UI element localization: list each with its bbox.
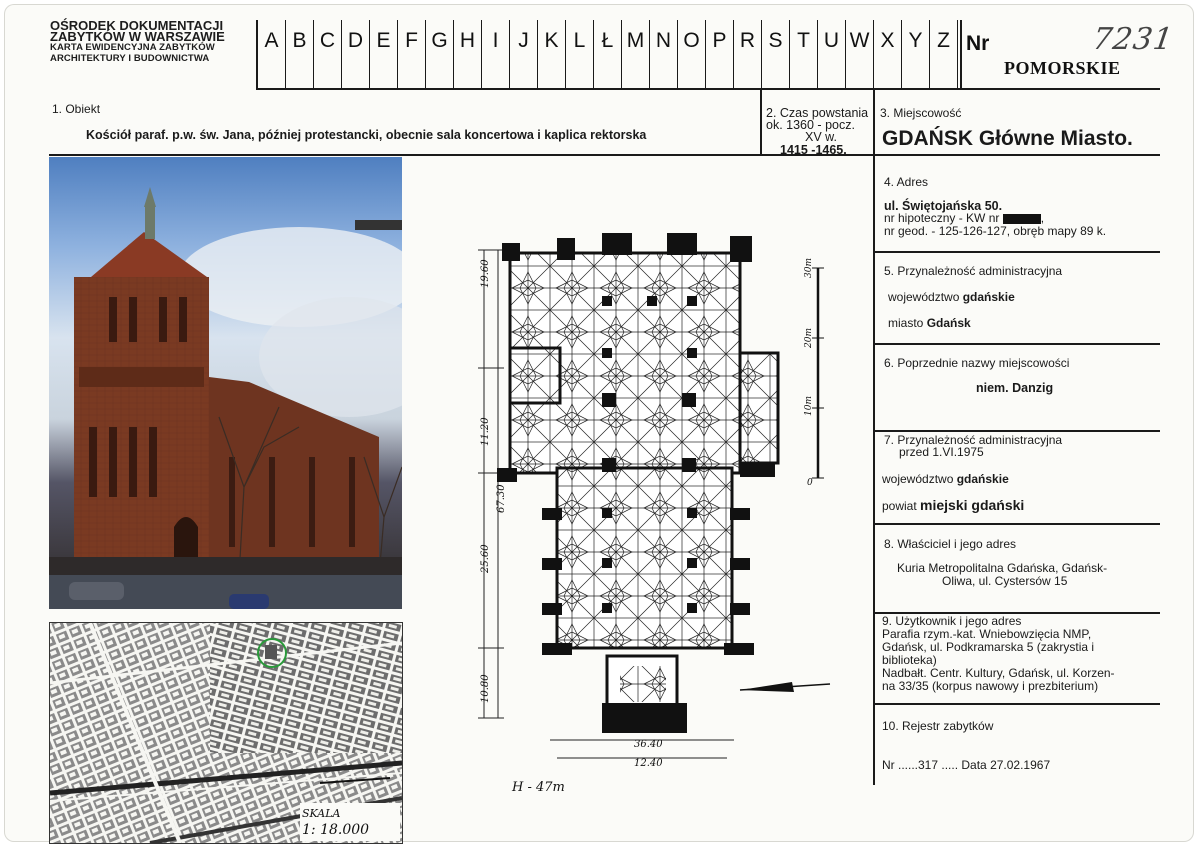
admin-prior-label: 7. Przynależność administracyjna [884,433,1063,447]
letter-cell: J [510,20,538,88]
user-label: 9. Użytkownik i jego adres [882,614,1022,628]
dim-total: 67.30 [496,484,507,513]
owner-line2: Oliwa, ul. Cystersów 15 [942,574,1068,588]
divider [874,430,1160,432]
object-value: Kościół paraf. p.w. św. Jana, później protestancki, obecnie sala koncertowa i kaplica rektorska [86,128,647,142]
scale-10: 10m [804,396,814,416]
date-line2: XV w. [805,130,837,144]
date-line1: ok. 1360 - pocz. [766,118,855,132]
dim-low: 25.60 [480,544,491,573]
admin-city: miasto Gdańsk [888,316,971,330]
church-photo [49,157,402,609]
letter-cell: K [538,20,566,88]
divider [49,154,1160,156]
letter-cell: I [482,20,510,88]
letter-cell: L [566,20,594,88]
letter-cell: P [706,20,734,88]
owner-line1: Kuria Metropolitalna Gdańska, Gdańsk- [897,561,1108,575]
map-scale-label: SKALA [302,807,341,820]
letter-cell: C [314,20,342,88]
category-letter-grid [256,20,958,88]
scale-30: 30m [804,258,814,278]
letter-cell: Y [902,20,930,88]
scale-20: 20m [804,328,814,348]
former-names-value: niem. Danzig [976,381,1054,395]
region-name: POMORSKIE [1004,58,1121,78]
divider [256,88,960,90]
owner-label: 8. Właściciel i jego adres [884,537,1017,551]
letter-cell: S [762,20,790,88]
admin-prior-date: przed 1.VI.1975 [899,445,984,459]
register-label: 10. Rejestr zabytków [882,719,994,733]
letter-cell: B [286,20,314,88]
letter-cell: E [370,20,398,88]
width-1: 36.40 [634,739,663,750]
divider [873,90,875,785]
admin-prior-district: powiat miejski gdański [882,497,1025,513]
dim-mid: 11.20 [480,417,491,446]
letter-cell: H [454,20,482,88]
admin-voivodeship: województwo gdańskie [888,290,1015,304]
letter-cell: A [258,20,286,88]
address-label: 4. Adres [884,175,929,189]
letter-cell: R [734,20,762,88]
divider [874,703,1160,705]
user-line1: Parafia rzym.-kat. Wniebowzięcia NMP, [882,627,1092,641]
floor-plan [462,178,832,798]
admin-label: 5. Przynależność administracyjna [884,264,1063,278]
address-hypothec: nr hipoteczny - KW nr , [884,211,1045,225]
user-line5: na 33/35 (korpus nawowy i prezbiterium) [882,679,1099,693]
date-line3: 1415 -1465. [780,143,847,157]
divider [874,251,1160,253]
divider [760,90,762,156]
letter-cell: X [874,20,902,88]
dim-top: 19.60 [480,259,491,288]
object-label: 1. Obiekt [52,102,101,116]
height-note: H - 47m [512,780,565,795]
letter-cell: G [426,20,454,88]
letter-cell: M [622,20,650,88]
institution-name: OŚRODEK DOKUMENTACJI ZABYTKÓW W WARSZAWIE KARTA EWIDENCYJNA ZABYTKÓW ARCHITEKTURY I BUDOWNICTWA [50,18,225,64]
user-line3: biblioteka) [882,653,937,667]
address-street: ul. Świętojańska 50. [884,199,1003,213]
location-map [49,622,403,844]
letter-cell: T [790,20,818,88]
letter-cell: N [650,20,678,88]
map-scale-value: 1: 18.000 [302,822,370,838]
scale-0: 0 [807,478,813,488]
former-names-label: 6. Poprzednie nazwy miejscowości [884,356,1070,370]
date-label: 2. Czas powstania [766,106,869,120]
letter-cell: D [342,20,370,88]
location-value: GDAŃSK Główne Miasto. [882,127,1133,150]
divider [960,88,1160,90]
location-label: 3. Miejscowość [880,106,962,120]
user-line2: Gdańsk, ul. Podkramarska 5 (zakrystia i [882,640,1095,654]
letter-cell: O [678,20,706,88]
address-geod: nr geod. - 125-126-127, obręb mapy 89 k. [884,224,1107,238]
redacted-block [1003,214,1041,224]
letter-cell: U [818,20,846,88]
card-number: 7231 [1090,22,1176,57]
letter-cell: Z [930,20,958,88]
admin-prior-voivodeship: województwo gdańskie [882,472,1009,486]
register-entry: Nr ......317 ..... Data 27.02.1967 [882,758,1051,772]
church-photo-drawing [49,157,402,609]
user-line4: Nadbałt. Centr. Kultury, Gdańsk, ul. Korzen- [882,666,1115,680]
divider [960,20,962,90]
floor-plan-drawing [462,178,832,798]
letter-cell: W [846,20,874,88]
divider [874,523,1160,525]
dim-bottom: 10.80 [480,674,491,703]
nr-label: Nr [966,32,990,55]
divider [874,343,1160,345]
width-2: 12.40 [634,758,663,769]
letter-cell: F [398,20,426,88]
location-map-drawing [50,623,402,843]
letter-cell: Ł [594,20,622,88]
